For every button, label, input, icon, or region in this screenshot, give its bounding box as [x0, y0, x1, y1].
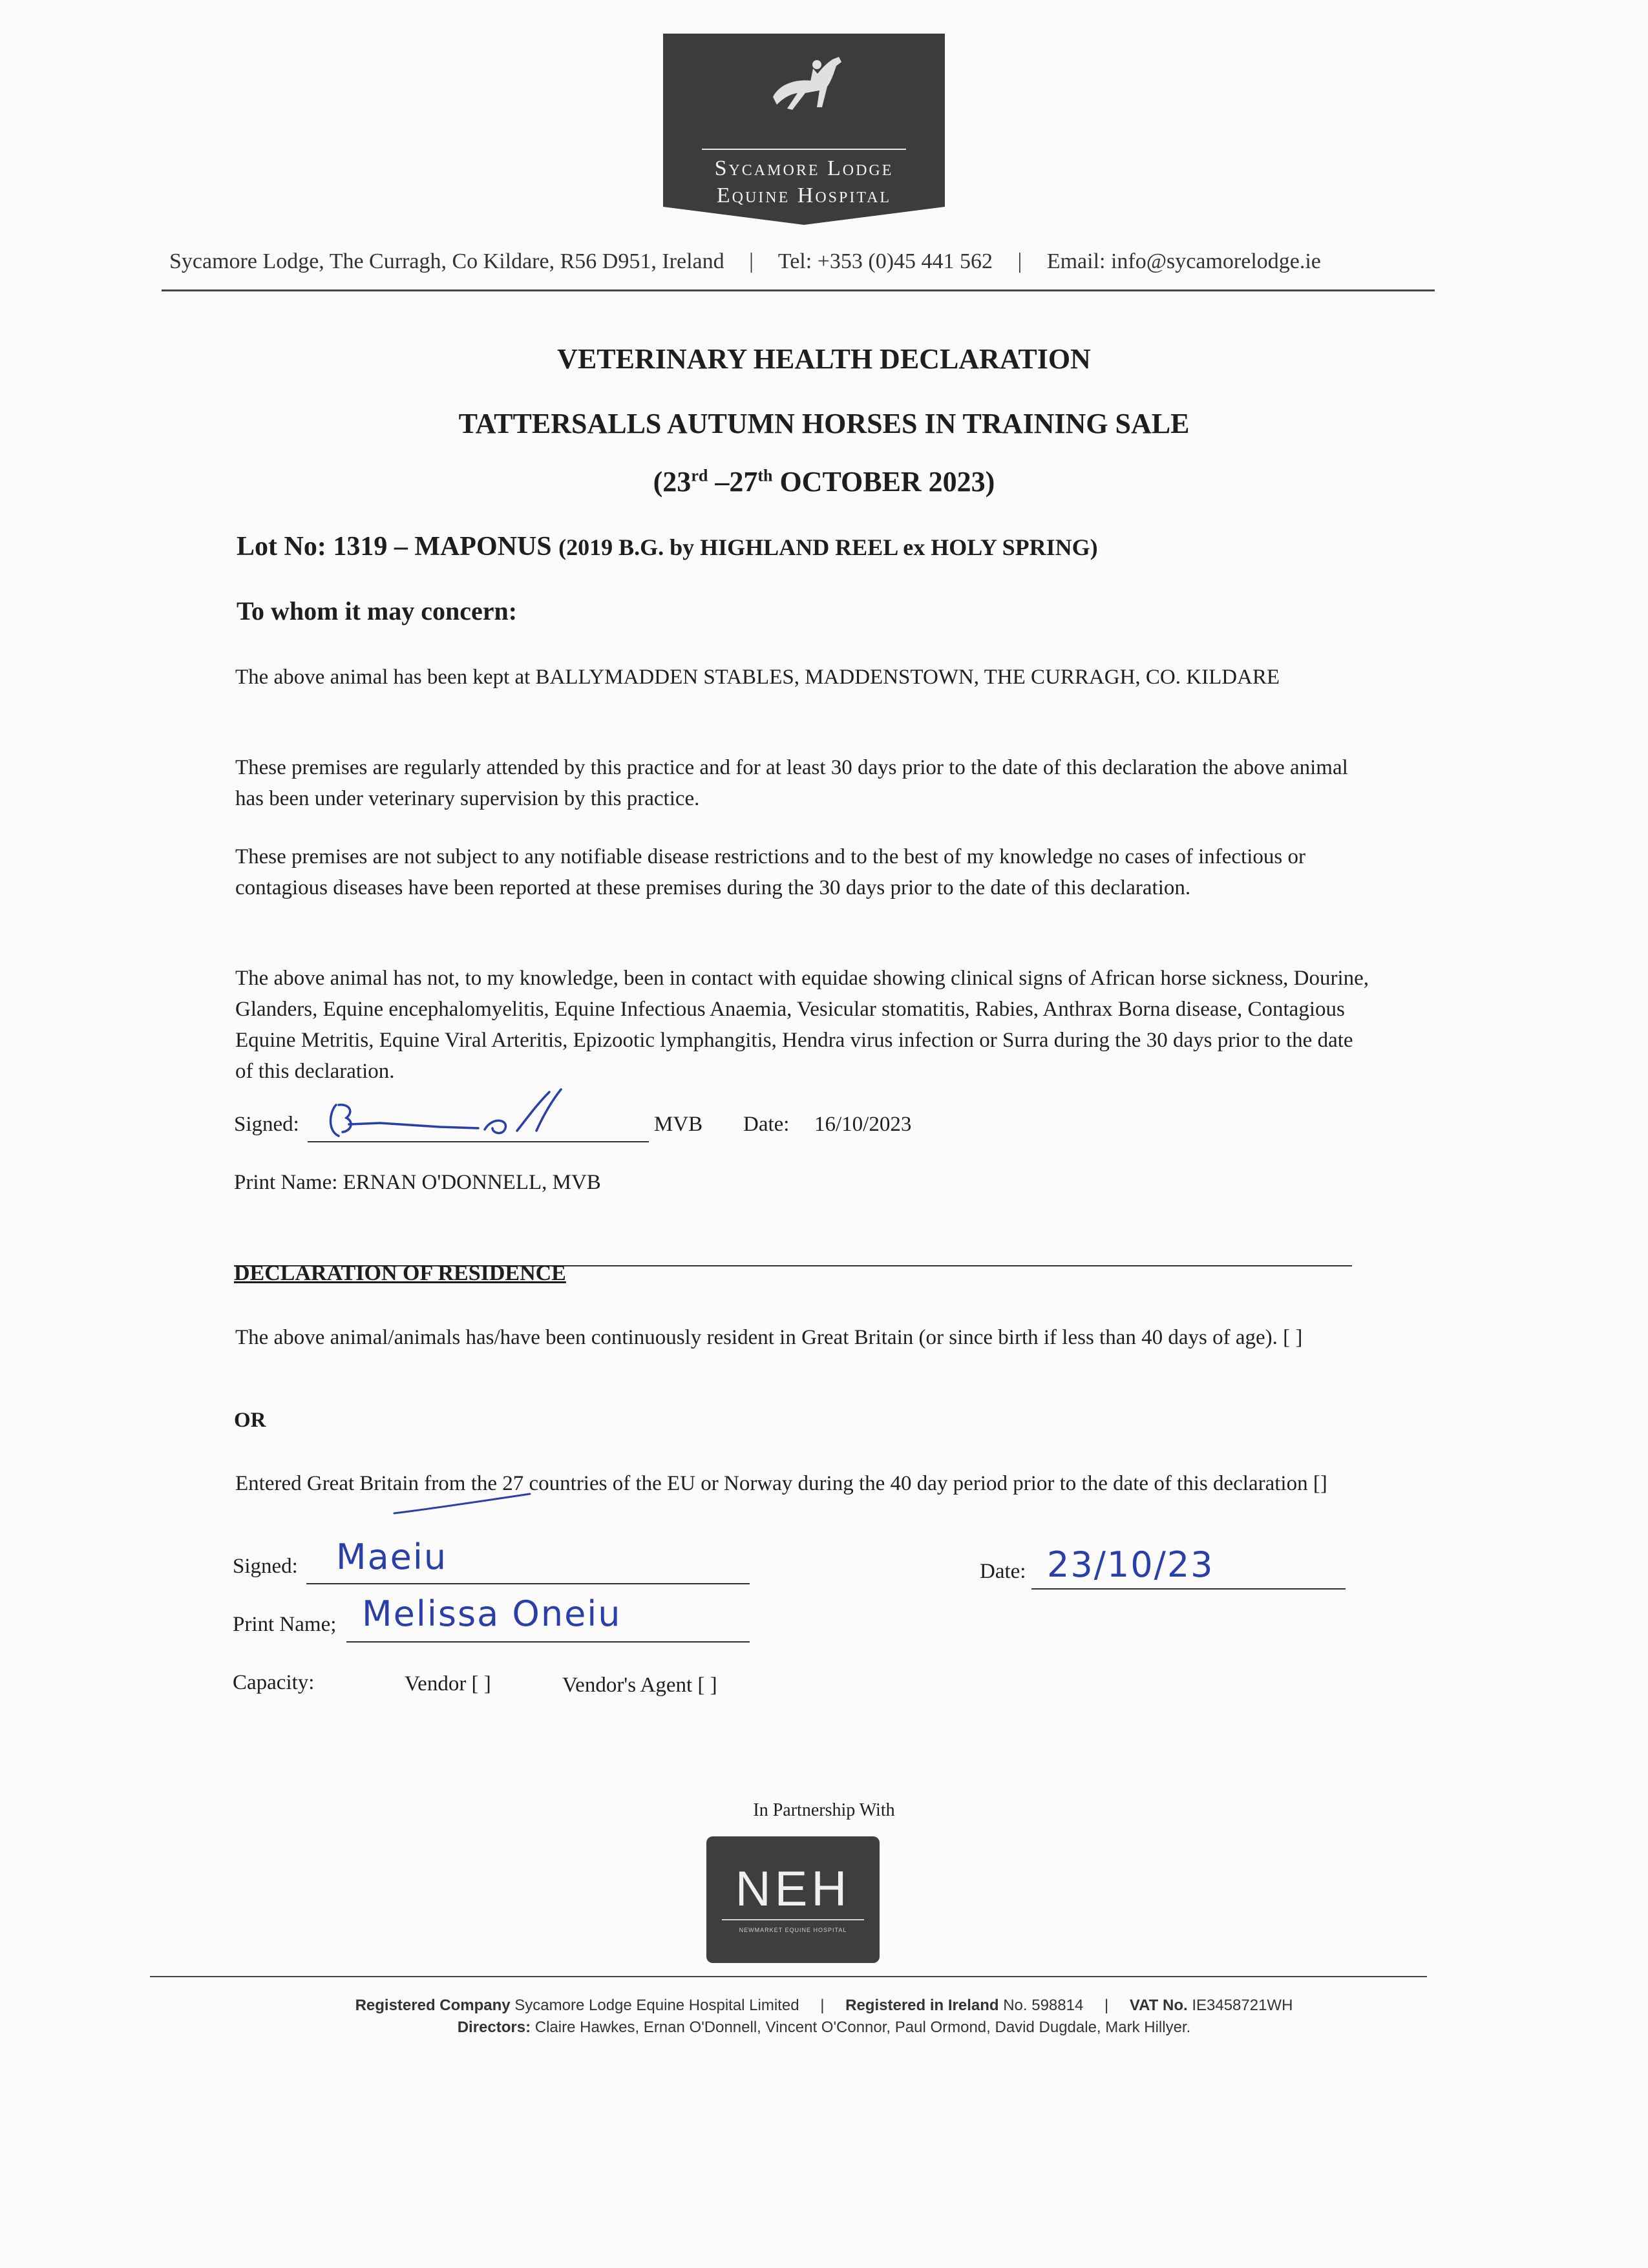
- partnership-label: In Partnership With: [753, 1800, 895, 1820]
- logo-line-2: Equine Hospital: [716, 184, 892, 207]
- capacity-vendor: Vendor [ ]: [405, 1672, 491, 1696]
- paragraph-supervision: These premises are regularly attended by this practice and for at least 30 days prior to the date of this declaration the above animal has been under veterinary supervision by this practice.: [235, 756, 1348, 810]
- sale-title: TATTERSALLS AUTUMN HORSES IN TRAINING SALE: [458, 408, 1190, 439]
- header-divider: [162, 289, 1435, 291]
- salutation: To whom it may concern:: [237, 596, 518, 625]
- residence-heading: DECLARATION OF RESIDENCE: [234, 1261, 566, 1285]
- email-text: Email: info@sycamorelodge.ie: [1046, 249, 1321, 273]
- vet-signed-label: Signed:: [234, 1113, 299, 1136]
- residence-date-label: Date:: [980, 1560, 1026, 1583]
- capacity-label: Capacity:: [233, 1671, 315, 1694]
- residence-date-value: 23/10/23: [1047, 1544, 1214, 1585]
- pen-stroke-mark: [388, 1486, 536, 1525]
- residence-option-2: Entered Great Britain from the 27 countries of the EU or Norway during the 40 day period prior to the date of this declaration []: [235, 1472, 1327, 1495]
- vet-date-label: Date:: [743, 1113, 790, 1136]
- vet-suffix: MVB: [654, 1113, 703, 1136]
- residence-date-line: [1031, 1588, 1346, 1590]
- residence-signed-label: Signed:: [233, 1555, 298, 1578]
- residence-signature: Maeiu: [336, 1537, 448, 1577]
- footer-divider: [150, 1976, 1427, 1977]
- residence-option-1: The above animal/animals has/have been continuously resident in Great Britain (or since birth if less than 40 days of age). [ ]: [235, 1326, 1303, 1349]
- paragraph-premises: The above animal has been kept at BALLYMADDEN STABLES, MADDENSTOWN, THE CURRAGH, CO. KILDARE: [235, 666, 1280, 689]
- vet-signature-image: [323, 1086, 607, 1148]
- residence-print-label: Print Name;: [233, 1613, 337, 1636]
- vet-print-name: Print Name: ERNAN O'DONNELL, MVB: [234, 1171, 601, 1194]
- paragraph-contact: The above animal has not, to my knowledge, been in contact with equidae showing clinical signs of African horse sickness, Dourine, Glanders, Equine encephalomyelitis, Equine Infectious Anaemia, Vesicular stomatitis, Rabies, Anthrax Borna disease, Contagious Equine Metritis, Equine Viral Arteritis, Epizootic lymphangitis, Hendra virus infection or Surra during the 30 days prior to the date of this declaration.: [235, 967, 1369, 1083]
- vet-date-value: 16/10/2023: [814, 1113, 912, 1136]
- footer-registration: Registered Company Sycamore Lodge Equine Hospital Limited | Registered in Ireland No. 598814 | VAT No. IE3458721WH: [355, 1997, 1293, 2014]
- document-title: VETERINARY HEALTH DECLARATION: [557, 343, 1091, 375]
- contact-bar: Sycamore Lodge, The Curragh, Co Kildare, R56 D951, Ireland | Tel: +353 (0)45 441 562 | Email: info@sycamorelodge.ie: [169, 249, 1321, 273]
- sale-dates: (23rd –27th OCTOBER 2023): [653, 466, 995, 498]
- paragraph-restrictions: These premises are not subject to any notifiable disease restrictions and to the best of my knowledge no cases of infectious or contagious diseases have been reported at these premises during the 30 days prior to the date of this declaration.: [235, 845, 1305, 899]
- phone-text: Tel: +353 (0)45 441 562: [777, 249, 993, 273]
- logo-line-1: Sycamore Lodge: [714, 156, 894, 180]
- capacity-agent: Vendor's Agent [ ]: [562, 1674, 717, 1697]
- hospital-logo: [663, 34, 945, 227]
- footer-directors: Directors: Claire Hawkes, Ernan O'Donnell, Vincent O'Connor, Paul Ormond, David Dugdale, Mark Hillyer.: [457, 2019, 1191, 2036]
- residence-print-line: [346, 1641, 750, 1643]
- racehorse-icon: [760, 45, 850, 118]
- or-text: OR: [234, 1409, 266, 1432]
- neh-logo: NEH NEWMARKET EQUINE HOSPITAL: [706, 1836, 880, 1963]
- residence-print-name: Melissa Oneiu: [362, 1593, 622, 1634]
- address-text: Sycamore Lodge, The Curragh, Co Kildare, R56 D951, Ireland: [169, 249, 724, 273]
- lot-line: Lot No: 1319 – MAPONUS (2019 B.G. by HIGHLAND REEL ex HOLY SPRING): [237, 532, 1098, 562]
- residence-signature-line: [306, 1583, 750, 1584]
